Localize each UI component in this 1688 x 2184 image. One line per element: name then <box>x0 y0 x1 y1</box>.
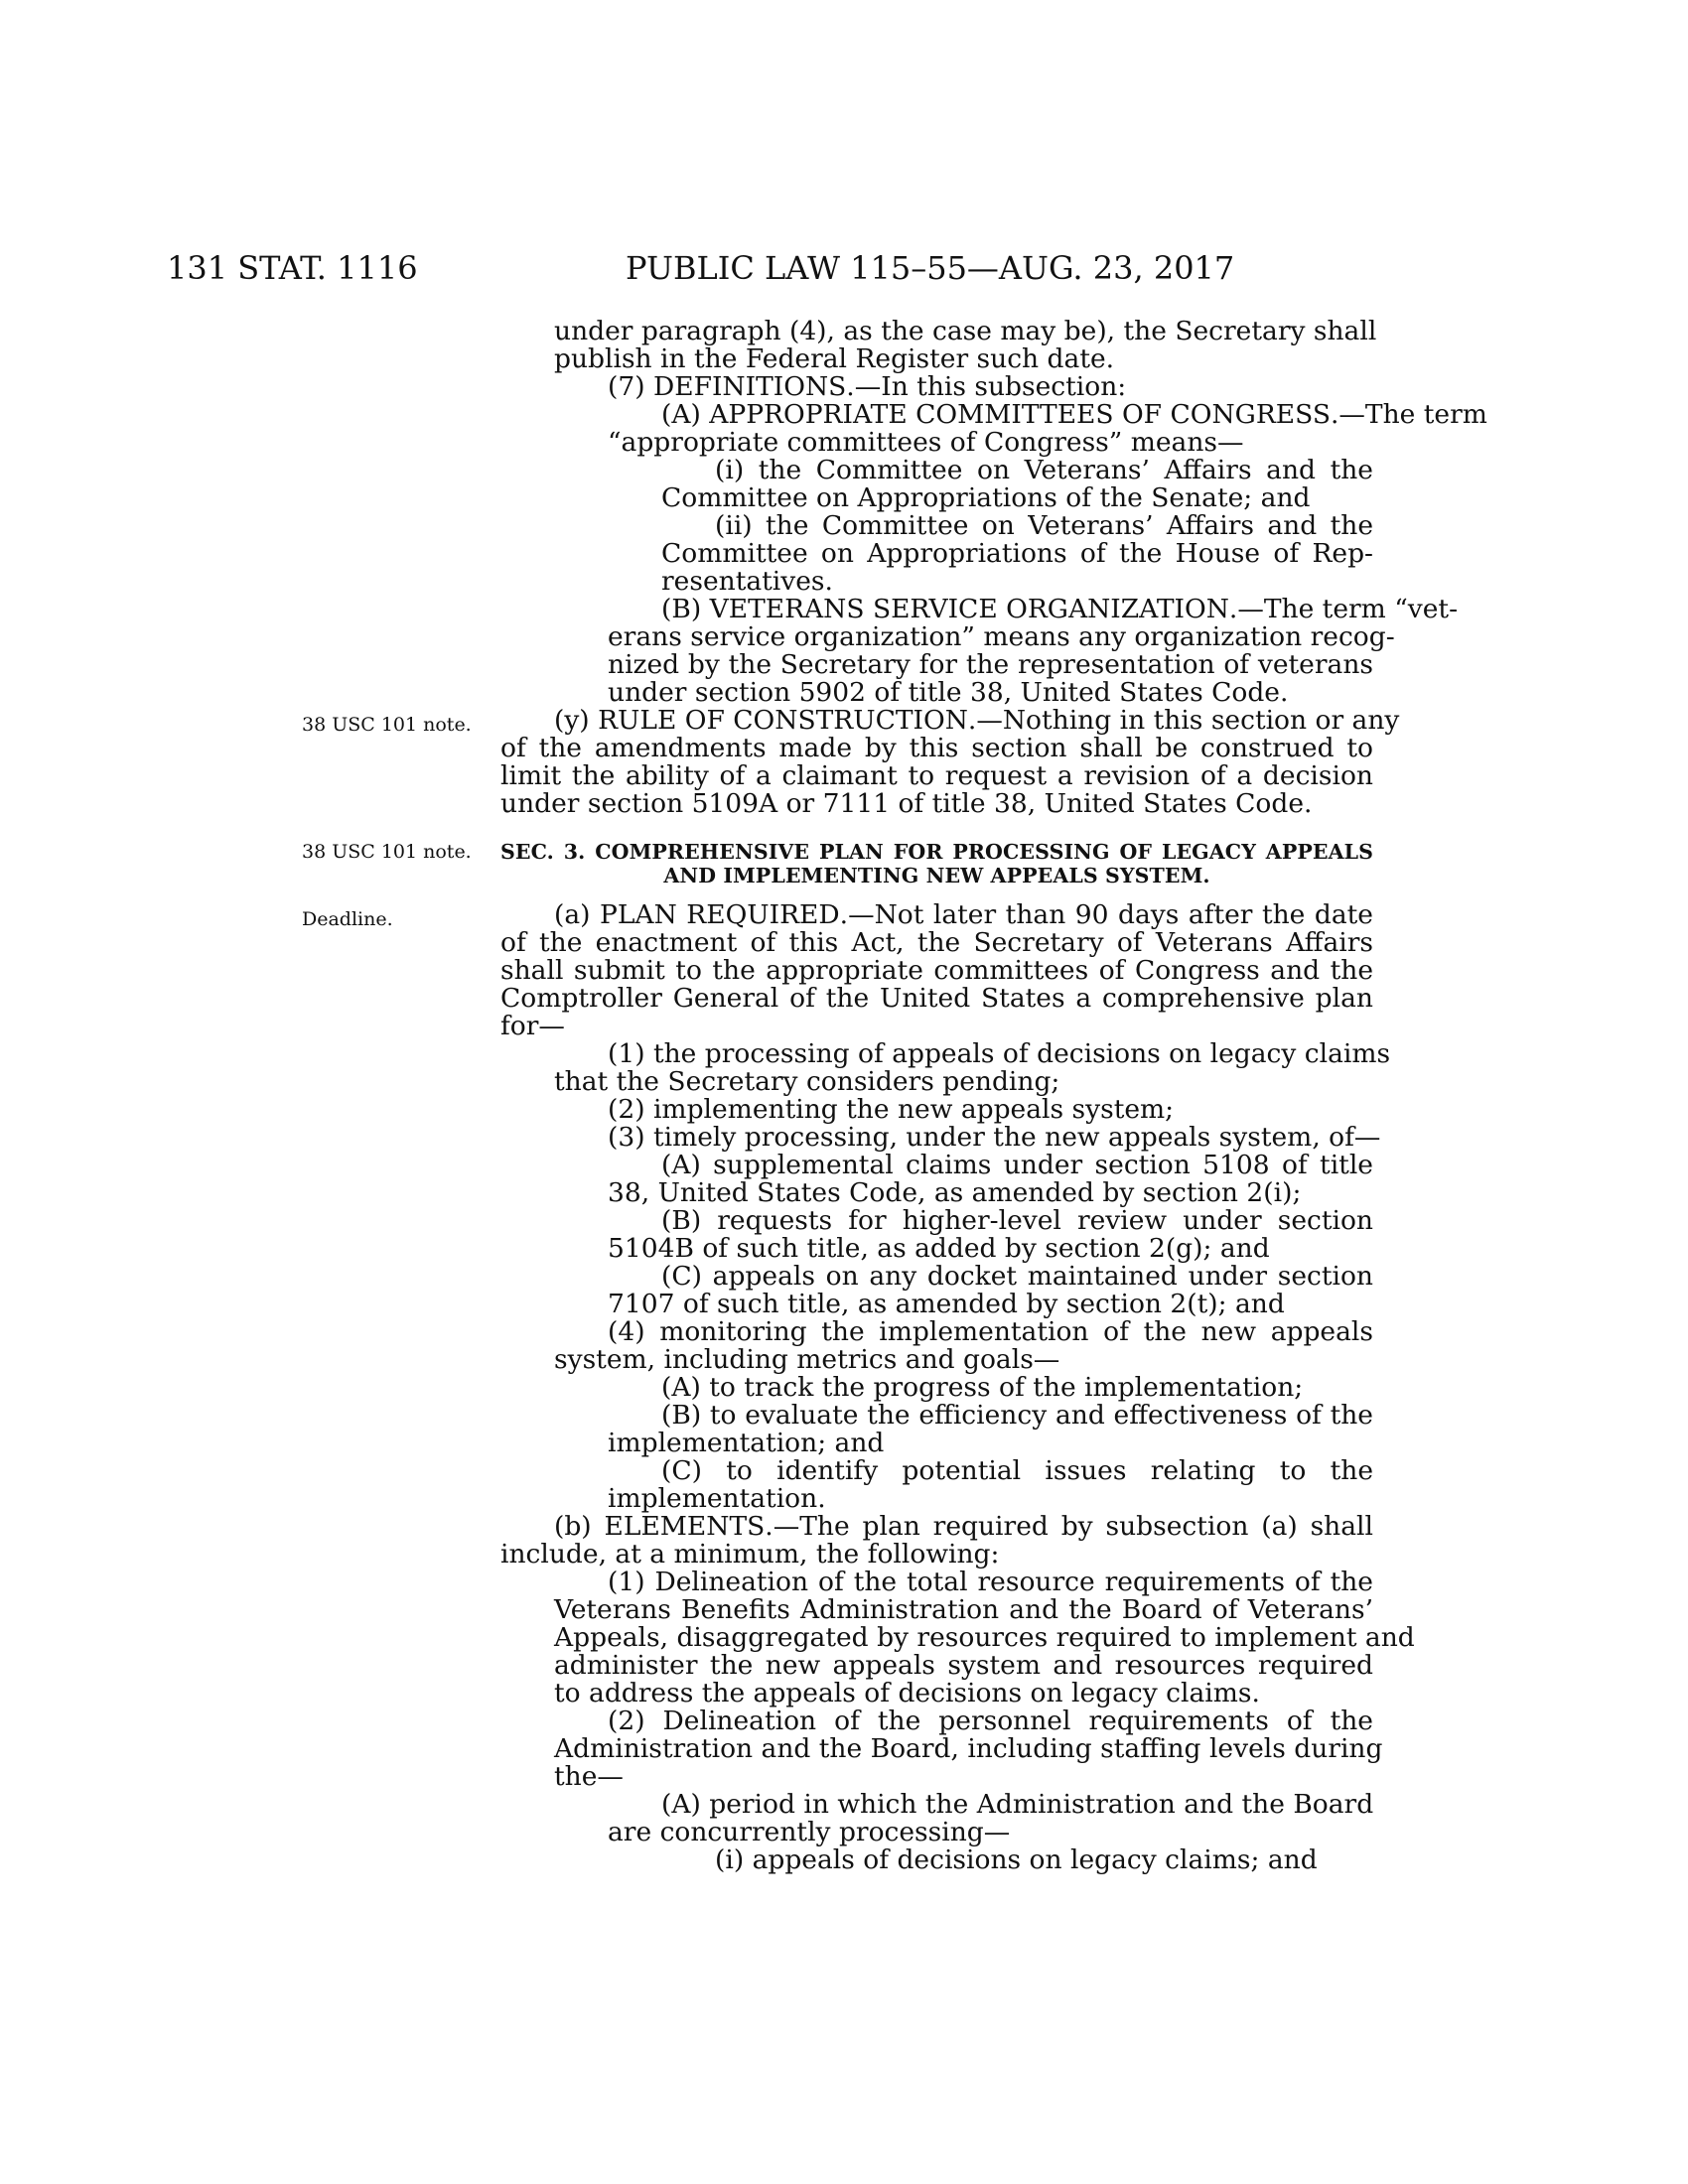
statute-page-number: 131 STAT. 1116 <box>167 249 418 287</box>
text-line: resentatives. <box>661 566 833 597</box>
text-line: Appeals, disaggregated by resources required to implement and <box>554 1622 1415 1653</box>
subsection-y-heading: (y) RULE OF CONSTRUCTION.—Nothing in this section or any <box>554 705 1400 736</box>
text-line: nized by the Secretary for the representation of veterans <box>608 649 1373 680</box>
text-line: shall submit to the appropriate committees of Congress and the <box>500 955 1373 986</box>
text-line: 5104B of such title, as added by section 2(g); and <box>608 1233 1270 1264</box>
text-line: (B) requests for higher-level review under section <box>661 1205 1373 1236</box>
text-line: erans service organization” means any organization recog- <box>608 621 1395 652</box>
text-line: (C) appeals on any docket maintained under section <box>661 1261 1373 1292</box>
text-line: administer the new appeals system and resources required <box>554 1650 1373 1681</box>
text-line: (A) supplemental claims under section 5108 of title <box>661 1150 1373 1180</box>
text-line: system, including metrics and goals— <box>554 1344 1060 1375</box>
section-3-heading: SEC. 3. COMPREHENSIVE PLAN FOR PROCESSING OF LEGACY APPEALS <box>500 840 1373 864</box>
text-line: that the Secretary considers pending; <box>554 1066 1060 1097</box>
text-line: under section 5109A or 7111 of title 38, United States Code. <box>500 788 1313 819</box>
margin-note-usc-sec3: 38 USC 101 note. <box>302 841 472 863</box>
text-line: (i) appeals of decisions on legacy claims; and <box>715 1844 1318 1875</box>
text-line: (2) Delineation of the personnel requirements of the <box>608 1706 1373 1736</box>
text-line: publish in the Federal Register such date. <box>554 343 1115 374</box>
public-law-running-head: PUBLIC LAW 115–55—AUG. 23, 2017 <box>626 249 1235 287</box>
subpar-b-heading: (B) VETERANS SERVICE ORGANIZATION.—The term “vet- <box>661 594 1459 624</box>
margin-note-deadline: Deadline. <box>302 908 393 930</box>
subsection-a-heading: (a) PLAN REQUIRED.—Not later than 90 days after the date <box>554 899 1373 930</box>
text-line: for— <box>500 1011 565 1041</box>
text-line: (i) the Committee on Veterans’ Affairs and the <box>715 455 1373 485</box>
text-line: implementation; and <box>608 1428 885 1458</box>
section-3-heading-continued: AND IMPLEMENTING NEW APPEALS SYSTEM. <box>663 864 1210 887</box>
text-line: (1) the processing of appeals of decisions on legacy claims <box>608 1038 1391 1069</box>
text-line: Committee on Appropriations of the House of Rep- <box>661 538 1373 569</box>
text-line: “appropriate committees of Congress” means— <box>608 427 1244 458</box>
text-line: (3) timely processing, under the new appeals system, of— <box>608 1122 1381 1153</box>
text-line: (A) to track the progress of the implementation; <box>661 1372 1304 1403</box>
text-line: to address the appeals of decisions on legacy claims. <box>554 1678 1260 1708</box>
text-line: Administration and the Board, including staffing levels during <box>554 1733 1383 1764</box>
text-line: implementation. <box>608 1483 826 1514</box>
text-line: (4) monitoring the implementation of the new appeals <box>608 1316 1373 1347</box>
subpar-a-heading: (A) APPROPRIATE COMMITTEES OF CONGRESS.—The term <box>661 399 1487 430</box>
text-line: of the enactment of this Act, the Secretary of Veterans Affairs <box>500 927 1373 958</box>
text-line: include, at a minimum, the following: <box>500 1539 1000 1570</box>
text-line: (2) implementing the new appeals system; <box>608 1094 1175 1125</box>
text-line: Comptroller General of the United States a comprehensive plan <box>500 983 1373 1014</box>
margin-note-usc-y: 38 USC 101 note. <box>302 714 472 736</box>
text-line: (ii) the Committee on Veterans’ Affairs and the <box>715 510 1373 541</box>
text-line: 38, United States Code, as amended by section 2(i); <box>608 1177 1302 1208</box>
text-line: limit the ability of a claimant to request a revision of a decision <box>500 760 1373 791</box>
text-line: under paragraph (4), as the case may be), the Secretary shall <box>554 316 1377 346</box>
paragraph-7-definitions: (7) DEFINITIONS.—In this subsection: <box>608 371 1127 402</box>
text-line: are concurrently processing— <box>608 1817 1011 1847</box>
text-line: Committee on Appropriations of the Senate; and <box>661 482 1311 513</box>
subsection-b-heading: (b) ELEMENTS.—The plan required by subsection (a) shall <box>554 1511 1374 1542</box>
text-line: (1) Delineation of the total resource requirements of the <box>608 1567 1373 1597</box>
text-line: the— <box>554 1761 624 1792</box>
text-line: (A) period in which the Administration and the Board <box>661 1789 1374 1820</box>
text-line: under section 5902 of title 38, United States Code. <box>608 677 1289 708</box>
text-line: 7107 of such title, as amended by section 2(t); and <box>608 1289 1285 1319</box>
text-line: of the amendments made by this section shall be construed to <box>500 733 1373 763</box>
text-line: (B) to evaluate the efficiency and effectiveness of the <box>661 1400 1373 1431</box>
text-line: (C) to identify potential issues relating to the <box>661 1455 1373 1486</box>
text-line: Veterans Benefits Administration and the Board of Veterans’ <box>554 1594 1373 1625</box>
